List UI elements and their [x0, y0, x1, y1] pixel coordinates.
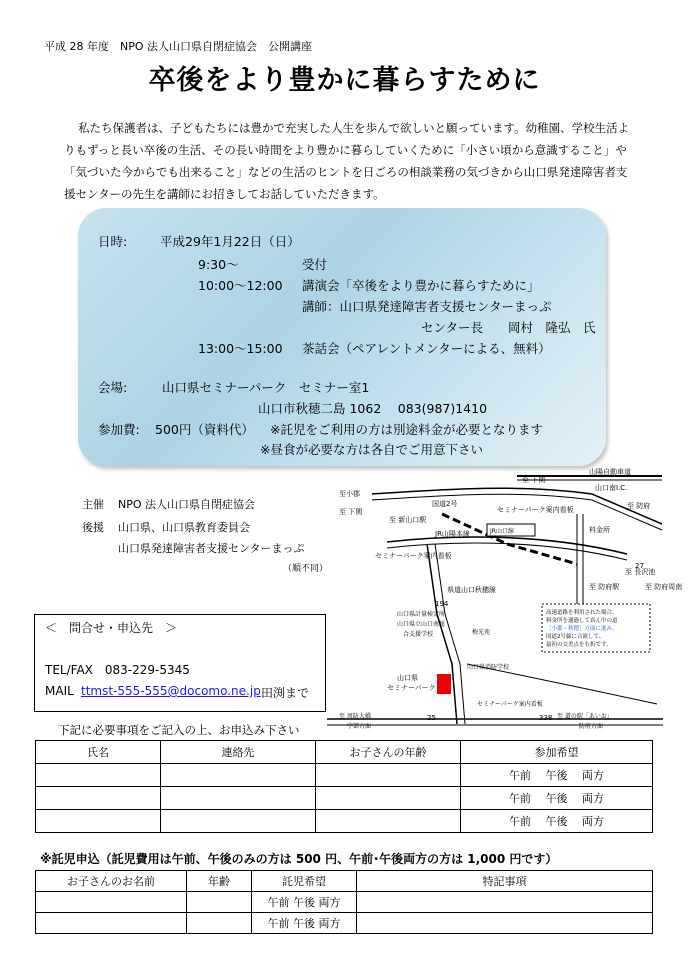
map-road — [435, 544, 465, 724]
venue-address: 山口市秋穂二島 1062 083(987)1410 — [258, 401, 488, 416]
map-label: 至 道の駅「あいお」 — [557, 713, 613, 720]
contact-person: 田渕まで — [261, 686, 310, 700]
map-label: セミナーパーク — [387, 684, 436, 692]
order-note: （順不同） — [283, 564, 329, 574]
host: NPO 法人山口県自閉症協会 — [118, 498, 256, 511]
map-label: JR山口線 — [490, 528, 514, 535]
map-label: 194 — [435, 600, 449, 608]
contact-box — [34, 614, 326, 712]
col-participation: 参加希望 — [461, 741, 653, 764]
form-instruction: 下記に必要事項をご記入の上、お申込み下さい — [58, 723, 300, 737]
schedule-time: 10:00～12:00 — [198, 278, 283, 293]
contact-cell[interactable] — [161, 810, 316, 833]
fee-label: 参加費: — [98, 422, 140, 437]
map-note: 料金所を通過して真ん中の道 — [546, 618, 618, 624]
participation-cell[interactable]: 午前 午後 両方 — [461, 787, 653, 810]
child-name-cell[interactable] — [36, 892, 187, 913]
map-note: 国道2号線に合流して、 — [546, 634, 605, 640]
support-label: 後援 — [82, 521, 104, 534]
map-label: 至 下関 — [522, 476, 546, 484]
date-label: 日時: — [98, 234, 128, 249]
participation-cell[interactable]: 午前 午後 両方 — [461, 810, 653, 833]
table-header-row — [36, 871, 653, 892]
child-name-cell[interactable] — [36, 913, 187, 934]
support-orgs: 山口県、山口県教育委員会 — [118, 521, 250, 534]
table-row[interactable] — [36, 810, 653, 833]
map-label: 25 — [427, 714, 436, 722]
col-name: 氏名 — [36, 741, 161, 764]
col-child-age: お子さんの年齢 — [316, 741, 461, 764]
map-label: 山口南I.C. — [595, 484, 628, 492]
map-label: JR山陽本線 — [435, 530, 470, 538]
schedule-item: 受付 — [302, 257, 328, 272]
event-date: 平成29年1月22日（日） — [160, 234, 300, 249]
header-subtitle: 平成 28 年度 NPO 法人山口県自閉症協会 公開講座 — [44, 40, 313, 53]
map-label: 国道2号 — [432, 500, 458, 508]
schedule-lecturer: 講師：山口県発達障害者支援センターまっぷ — [302, 299, 552, 314]
table-row[interactable] — [36, 764, 653, 787]
application-table — [35, 740, 653, 833]
col-child-name: お子さんのお名前 — [36, 871, 187, 892]
map-label: 山口県計量検定所 — [397, 611, 446, 618]
access-map — [327, 464, 683, 736]
fee-note: ※託児をご利用の方は別途料金が必要となります — [270, 422, 543, 437]
age-cell[interactable] — [187, 892, 252, 913]
map-note: ［小郡・秋穂］方面に進み、 — [546, 626, 618, 632]
table-row[interactable] — [36, 892, 653, 913]
map-label: 梅光苑 — [472, 629, 491, 636]
contact-cell[interactable] — [161, 764, 316, 787]
map-label: 県道山口秋穂線 — [447, 586, 496, 594]
schedule-item: 茶話会（ペアレントメンターによる、無料） — [302, 341, 551, 356]
fee: 500円（資料代） — [155, 422, 254, 437]
venue: 山口県セミナーパーク セミナー室1 — [162, 380, 370, 395]
schedule-time: 9:30～ — [198, 257, 239, 272]
name-cell[interactable] — [36, 764, 161, 787]
map-label: 至 新山口駅 — [389, 516, 427, 524]
map-label: 至 長沢池 — [625, 568, 656, 576]
host-label: 主催 — [82, 498, 104, 511]
care-request-cell[interactable]: 午前 午後 両方 — [252, 913, 357, 934]
age-cell[interactable] — [316, 787, 461, 810]
lunch-note: ※昼食が必要な方は各自でご用意下さい — [260, 442, 483, 457]
notes-cell[interactable] — [357, 913, 653, 934]
contact-heading: ＜ 問合せ・申込先 ＞ — [45, 621, 178, 635]
schedule-time: 13:00～15:00 — [198, 341, 283, 356]
map-label: 338 — [539, 714, 553, 722]
col-age: 年齢 — [187, 871, 252, 892]
participation-cell[interactable]: 午前 午後 両方 — [461, 764, 653, 787]
childcare-table — [35, 870, 653, 934]
venue-label: 会場: — [98, 380, 128, 395]
map-railway — [507, 544, 577, 564]
seminar-park-marker — [437, 674, 451, 694]
name-cell[interactable] — [36, 810, 161, 833]
map-label: セミナーパーク案内看板 — [375, 552, 452, 560]
schedule-item: 講演会「卒後をより豊かに暮らすために」 — [302, 278, 540, 293]
map-label: 山陽自動車道 — [589, 468, 631, 476]
map-label: 山口県 — [397, 674, 418, 682]
age-cell[interactable] — [316, 810, 461, 833]
map-label: 至小郡 — [339, 490, 360, 498]
table-row[interactable] — [36, 913, 653, 934]
childcare-heading: ※託児申込（託児費用は午前、午後のみの方は 500 円、午前･午後両方の方は 1,000 円です） — [40, 852, 558, 866]
map-label: 至 防府駅 — [589, 583, 620, 591]
support-center: 山口県発達障害者支援センターまっぷ — [118, 542, 305, 555]
age-cell[interactable] — [316, 764, 461, 787]
map-label: 至 防府周南 — [645, 583, 683, 591]
map-note: 高速道路を利用された場合、 — [546, 610, 618, 616]
schedule-lecturer-title: センター長 岡村 隆弘 氏 — [421, 320, 596, 335]
map-label: 至 周防大橋 — [339, 713, 371, 720]
map-label: 至 下関 — [339, 508, 363, 516]
notes-cell[interactable] — [357, 892, 653, 913]
map-label: 27 — [635, 562, 644, 570]
map-label: 防府方面 — [579, 723, 604, 730]
contact-cell[interactable] — [161, 787, 316, 810]
contact-mail-label: MAIL — [45, 684, 74, 698]
col-care-request: 託児希望 — [252, 871, 357, 892]
intro-paragraph: 私たち保護者は、子どもたちには豊かで充実した人生を歩んで欲しいと願っています。幼稚園、学校生活よりもずっと長い卒後の生活、その長い時間をより豊かに暮らしていくために「小さい頃から意識すること」や「気づいた今からでも出来ること」などの生活のヒントを日ごろの相談業務の気づきから山口県発達障害者支援センターの先生を講師にお招きしてお話していただきます。 — [64, 121, 630, 201]
care-request-cell[interactable]: 午前 午後 両方 — [252, 892, 357, 913]
page-title: 卒後をより豊かに暮らすために — [148, 65, 541, 96]
map-label: 山口県立山口南総 — [397, 621, 446, 628]
contact-tel: TEL/FAX 083-229-5345 — [45, 663, 190, 677]
col-contact: 連絡先 — [161, 741, 316, 764]
map-label: 宇部方面 — [347, 723, 372, 730]
map-label: 合支援学校 — [403, 631, 434, 638]
contact-mail-link[interactable]: ttmst-555-555@docomo.ne.jp — [81, 684, 261, 698]
map-note: 最初の交差点を右折です。 — [546, 642, 612, 648]
col-notes: 特記事項 — [357, 871, 653, 892]
name-cell[interactable] — [36, 787, 161, 810]
map-label: セミナーパーク案内看板 — [497, 506, 574, 514]
map-label: セミナーパーク案内看板 — [477, 701, 543, 708]
age-cell[interactable] — [187, 913, 252, 934]
table-row[interactable] — [36, 787, 653, 810]
table-header-row — [36, 741, 653, 764]
map-label: 料金所 — [589, 526, 610, 534]
map-label: 山口県消防学校 — [467, 664, 510, 671]
map-label: 至 防府 — [627, 502, 651, 510]
